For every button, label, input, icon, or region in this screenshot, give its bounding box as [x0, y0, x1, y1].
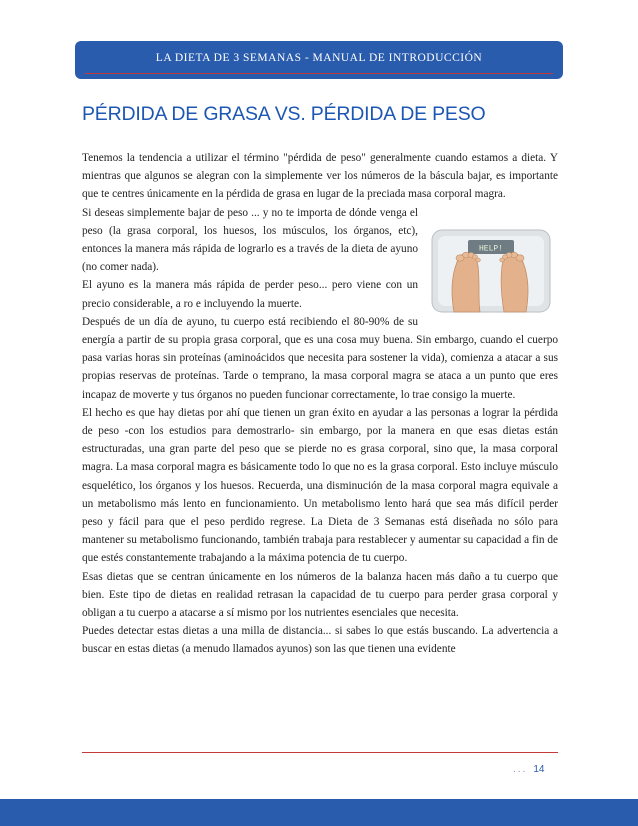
paragraph: Si deseas simplemente bajar de peso ... y no te importa de dónde venga el peso (la grasa corporal, los huesos, los músculos, los órganos, etc), entonces la manera más rápida de lograrlo es a través de la dieta de ayuno (no comer nada).: [82, 206, 418, 274]
page-number: [513, 764, 544, 775]
paragraph: Después de un día de ayuno, tu cuerpo está recibiendo el 80-90% de su energía a partir de su propia grasa corporal, que es una cosa muy buena. Sin embargo, cuando el cuerpo pasa varias horas sin proteínas (aminoácidos que necesita para sostener la vida), comienza a atacar a sus propias reservas de proteínas. Tarde o temprano, la masa corporal magra se ataca a un punto que eres incapaz de moverte y tus órganos no pueden funcionar correctamente, lo trae consigo la muerte.: [82, 315, 558, 401]
header-rule: [85, 73, 553, 74]
paragraph: El ayuno es la manera más rápida de perder peso... pero viene con un precio considerable, a ro e incluyendo la muerte.: [82, 279, 418, 310]
footer-rule: [82, 752, 558, 753]
page-number-value: 14: [533, 764, 545, 775]
footer-dots: ...: [513, 764, 528, 775]
scale-display-text: HELP!: [478, 244, 504, 254]
header-bar: [75, 41, 563, 79]
bathroom-scale-icon: [424, 220, 558, 316]
paragraph: Esas dietas que se centran únicamente en los números de la balanza hacen más daño a tu cuerpo que bien. Este tipo de dietas en realidad retrasan la capacidad de tu cuerpo para perder grasa corporal y obligan a tu cuerpo a atacarse a sí mismo por los nutrientes esenciales que necesita.: [82, 570, 558, 620]
paragraph: Puedes detectar estas dietas a una milla de distancia... si sabes lo que estás buscando. La advertencia a buscar en estas dietas (a menudo llamados ayunos) son las que tienen una evidente: [82, 625, 558, 656]
body-text: [82, 149, 558, 659]
header-title: LA DIETA DE 3 SEMANAS - MANUAL DE INTRODUCCIÓN: [155, 52, 483, 64]
page-title: PÉRDIDA DE GRASA VS. PÉRDIDA DE PESO: [82, 103, 486, 125]
bottom-band: [0, 799, 638, 826]
paragraph: El hecho es que hay dietas por ahí que tienen un gran éxito en ayudar a las personas a lograr la pérdida de peso -con los estudios para demostrarlo- sin embargo, por la manera en que esas dietas están estructuradas, una gran parte del peso que se pierde no es grasa corporal, sino que, la masa corporal magra. La masa corporal magra es básicamente todo lo que no es la grasa corporal. Esto incluye músculo esquelético, los órganos y los huesos. Recuerda, una disminución de la masa corporal magra equivale a un metabolismo más lento en funcionamiento. Un metabolismo lento hará que sea más difícil perder peso y fácil para que el peso perdido regrese. La Dieta de 3 Semanas está diseñada no sólo para mantener su metabolismo funcionando, también trabaja para restablecer y aumentar su capacidad a fin de que estés constantemente trabajando a la máxima potencia de tu cuerpo.: [82, 406, 558, 565]
paragraph: Tenemos la tendencia a utilizar el término "pérdida de peso" generalmente cuando estamos a dieta. Y mientras que algunos se alegran con la simplemente ver los números de la báscula bajar, es importante que te centres únicamente en la pérdida de grasa en lugar de la preciada masa corporal magra.: [82, 152, 558, 201]
